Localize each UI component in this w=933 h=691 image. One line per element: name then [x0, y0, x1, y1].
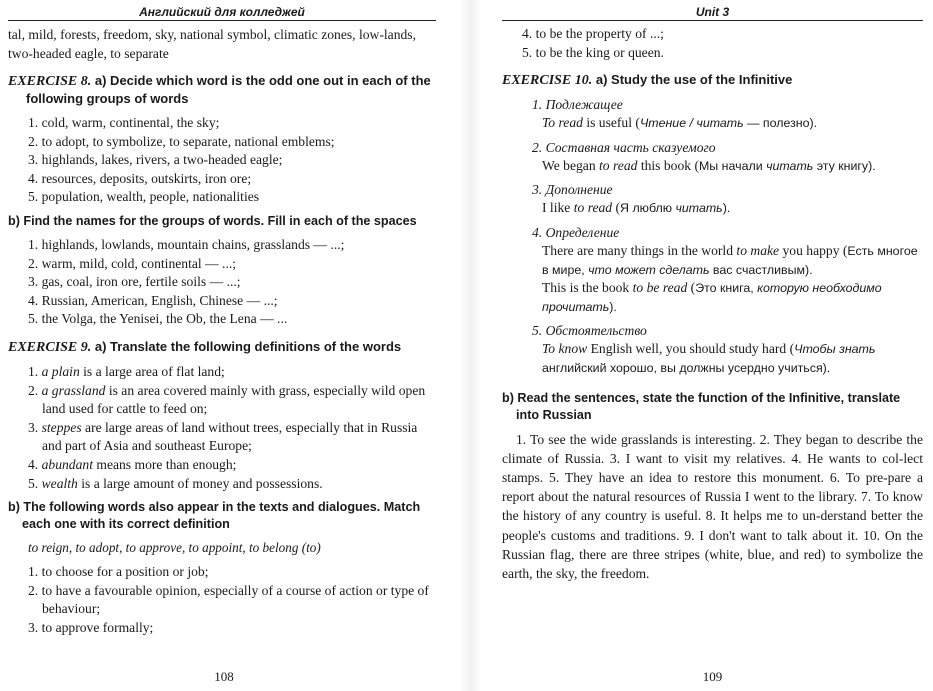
exercise-9b-word-list: to reign, to adopt, to approve, to appoint, to belong (to): [28, 540, 321, 556]
exercise-8-list: [8, 114, 436, 207]
translation-text: эту книгу).: [813, 158, 876, 173]
function-example: [532, 340, 923, 377]
definition-item: [28, 456, 436, 475]
page-number-left: 108: [214, 669, 234, 684]
list-item: 2. to have a favourable opinion, especially of a course of action or type of behaviour;: [28, 582, 429, 617]
exercise-8-heading: [8, 72, 436, 107]
example-text: (: [612, 200, 621, 216]
exercise-title: a) Decide which word is the odd one out in each of the: [94, 73, 431, 88]
definition-text: is an area covered mainly with grass, especially wild open land used for cattle to feed on;: [42, 382, 426, 417]
function-title: 1. Подлежащее: [532, 97, 623, 113]
function-example: [532, 157, 923, 176]
example-text: We began: [542, 157, 600, 173]
list-item: 2. to adopt, to symbolize, to separate, national emblems;: [28, 133, 335, 149]
translation-text: Я люблю: [620, 201, 676, 216]
exercise-title-cont: each one with its correct definition: [22, 517, 230, 532]
function-attribute: [532, 224, 923, 316]
list-item: 2. warm, mild, cold, continental — ...;: [28, 255, 237, 271]
exercise-9-heading: [8, 338, 436, 356]
page-number-right: 109: [702, 669, 723, 684]
function-example: [532, 114, 923, 133]
function-subject: [532, 96, 923, 133]
example-text: (: [687, 280, 696, 296]
running-head-right: Unit 3: [502, 0, 923, 21]
translation-italic: Чтение / читать: [639, 116, 744, 131]
exercise-label: EXERCISE 9.: [8, 339, 92, 355]
example-text: English well, you should study hard (: [587, 341, 795, 357]
function-adverbial: [532, 322, 923, 377]
function-object: [532, 181, 923, 218]
defined-term: wealth: [41, 475, 78, 491]
infinitive-text: To read: [542, 115, 583, 131]
exercise-9b-heading: [8, 499, 436, 533]
infinitive-text: to be read: [632, 280, 688, 296]
definition-text: is a large area of flat land;: [79, 363, 225, 379]
list-item: 4. to be the property of ...;: [522, 26, 664, 41]
example-text: is useful (: [582, 115, 640, 131]
definition-item: [28, 419, 436, 456]
example-text: There are many things in the world: [542, 242, 737, 258]
function-title: 4. Определение: [532, 224, 620, 240]
function-title: 5. Обстоятельство: [532, 323, 647, 339]
list-item: 5. the Volga, the Yenisei, the Ob, the Lena — ...: [28, 311, 288, 327]
list-item: 1. highlands, lowlands, mountain chains, grasslands — ...;: [28, 236, 345, 252]
definition-text: are large areas of land without trees, especially that in Russia and part of Asia and southeast Europe;: [42, 419, 418, 454]
exercise-title-cont: into Russian: [516, 407, 592, 422]
defined-term: a plain: [41, 363, 80, 379]
function-example: [532, 199, 923, 218]
translation-text: — полезно).: [743, 116, 818, 131]
translation-text: вас счастливым).: [709, 262, 813, 277]
translation-italic: читать: [675, 201, 723, 216]
item-number: 2.: [28, 382, 39, 398]
list-item: 4. Russian, American, English, Chinese — ...;: [28, 292, 278, 308]
exercise-10b-sentences: 1. To see the wide grasslands is interesting. 2. They began to describe the climate of Russia. 3. I want to visit my relatives. 4. He wants to col-lect stamps. 5. They have an idea to restore this monument. 6. To pre-pare a report about the natural resources of Russia I went to the library. 7. To know the history of any country is useful. 8. It helps me to un-derstand better the people's customs and traditions. 9. I don't want to talk about it. 10. On the Russian flag, there are three stripes (white, blue, and red) to symbolize the earth, the sky, the freedom.: [502, 431, 923, 581]
definition-item: [28, 475, 436, 494]
item-number: 3.: [28, 419, 39, 435]
running-head-left: Английский для колледжей: [8, 0, 436, 21]
translation-text: Мы начали: [698, 158, 767, 173]
translation-text: ).: [722, 201, 731, 216]
exercise-label: EXERCISE 8.: [8, 74, 92, 89]
translation-italic: читать: [766, 158, 814, 173]
translation-italic: что может сделать: [588, 262, 710, 277]
exercise-9-definitions: [8, 363, 436, 493]
exercise-title: b) The following words also appear in the texts and dialogues. Match: [8, 500, 421, 515]
infinitive-text: to make: [736, 242, 780, 258]
definition-item: [28, 363, 436, 382]
exercise-9b-list: [8, 563, 436, 637]
translation-italic: Чтобы знать: [794, 342, 876, 357]
item-number: 5.: [28, 475, 39, 491]
list-item: 5. to be the king or queen.: [522, 44, 664, 60]
function-example: [532, 279, 923, 316]
list-item: 5. population, wealth, people, nationalities: [28, 189, 260, 205]
exercise-label: EXERCISE 10.: [502, 73, 593, 89]
translation-text: английский хорошо, вы должны усердно учиться).: [542, 360, 831, 375]
function-predicate: [532, 139, 923, 176]
exercise-title: b) Read the sentences, state the function of the Infinitive, translate: [502, 390, 901, 405]
book-gutter: [460, 0, 482, 691]
item-number: 1.: [28, 363, 39, 379]
translation-text: Это книга,: [695, 281, 758, 296]
example-text: I like: [542, 200, 574, 216]
right-page: [492, 0, 933, 691]
function-title: 3. Дополнение: [532, 182, 613, 198]
list-item: 3. highlands, lakes, rivers, a two-headed eagle;: [28, 152, 283, 168]
exercise-10b-heading: [502, 390, 923, 424]
continued-list: [502, 25, 923, 62]
intro-word-list: tal, mild, forests, freedom, sky, national symbol, climatic zones, low-lands, two-headed eagle, to separate: [8, 27, 416, 61]
translation-text: Есть многое в мире,: [542, 243, 918, 277]
example-text: this book (: [637, 157, 699, 173]
list-item: 3. to approve formally;: [28, 619, 154, 635]
infinitive-text: to read: [573, 200, 613, 216]
function-title: 2. Составная часть сказуемого: [532, 139, 716, 155]
function-example: [532, 242, 923, 279]
exercise-title: a) Study the use of the Infinitive: [595, 72, 793, 88]
defined-term: a grassland: [41, 382, 106, 398]
definition-text: is a large amount of money and possessions.: [77, 475, 323, 491]
list-item: 3. gas, coal, iron ore, fertile soils — ...;: [28, 274, 241, 290]
list-item: 1. to choose for a position or job;: [28, 564, 209, 580]
list-item: 1. cold, warm, continental, the sky;: [28, 115, 220, 130]
translation-text: ).: [609, 299, 617, 314]
item-number: 4.: [28, 456, 39, 472]
definition-text: means more than enough;: [92, 456, 237, 472]
example-text: This is the book: [542, 280, 633, 296]
defined-term: steppes: [41, 419, 82, 435]
exercise-8b-heading: b) Find the names for the groups of words. Fill in each of the spaces: [8, 213, 417, 228]
left-page: [0, 0, 448, 691]
exercise-title: a) Translate the following definitions of the words: [94, 338, 402, 354]
translation-italic: которую необходимо прочитать: [542, 281, 882, 314]
example-text: you happy (: [779, 242, 848, 258]
infinitive-text: to read: [599, 157, 638, 173]
infinitive-text: To know: [542, 341, 588, 357]
exercise-8b-list: [8, 236, 436, 329]
exercise-title-cont: following groups of words: [26, 91, 189, 106]
list-item: 4. resources, deposits, outskirts, iron ore;: [28, 170, 252, 186]
definition-item: [28, 382, 436, 419]
exercise-10-heading: [502, 71, 923, 89]
defined-term: abundant: [41, 456, 93, 472]
